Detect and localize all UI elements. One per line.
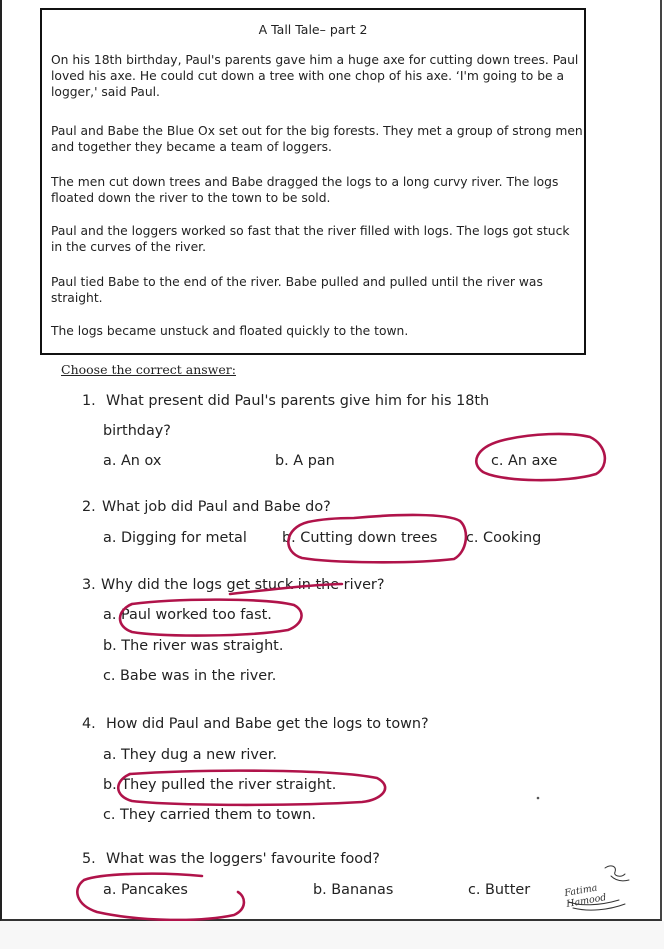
answer-option-b[interactable]: b. The river was straight. (103, 638, 284, 654)
question-number: 2. (82, 499, 96, 515)
answer-option-b[interactable]: b. They pulled the river straight. (103, 777, 337, 793)
story-box (40, 8, 586, 355)
story-paragraph-5: Paul tied Babe to the end of the river. Babe pulled and pulled until the river was straight. (51, 275, 543, 305)
question-number: 4. (82, 716, 96, 732)
question-text: Why did the logs get stuck in the river? (101, 577, 385, 593)
answer-option-c[interactable]: c. Babe was in the river. (103, 668, 277, 684)
page-bottom-margin (0, 921, 664, 949)
answer-option-b[interactable]: b. Bananas (313, 882, 394, 898)
question-number: 1. (82, 393, 96, 409)
answer-option-a[interactable]: a. An ox (103, 453, 162, 469)
question-number: 5. (82, 851, 96, 867)
answer-option-c[interactable]: c. They carried them to town. (103, 807, 316, 823)
instructions-heading: Choose the correct answer: (61, 362, 236, 377)
answer-option-a[interactable]: a. They dug a new river. (103, 747, 277, 763)
question-text: What present did Paul's parents give him for his 18th (106, 393, 490, 409)
answer-option-b[interactable]: b. A pan (275, 453, 335, 469)
story-paragraph-3: The men cut down trees and Babe dragged the logs to a long curvy river. The logs floated down the river to the town to be sold. (51, 175, 559, 205)
answer-option-a[interactable]: a. Paul worked too fast. (103, 607, 272, 623)
question-text: What was the loggers' favourite food? (106, 851, 380, 867)
answer-option-c[interactable]: c. An axe (491, 453, 558, 469)
question-number: 3. (82, 577, 96, 593)
answer-option-b[interactable]: b. Cutting down trees (282, 530, 438, 546)
answer-option-a[interactable]: a. Pancakes (103, 882, 188, 898)
signature-logo (559, 862, 639, 918)
answer-option-a[interactable]: a. Digging for metal (103, 530, 247, 546)
story-title: A Tall Tale– part 2 (258, 22, 368, 37)
story-paragraph-6: The logs became unstuck and floated quickly to the town. (51, 324, 409, 338)
story-paragraph-4: Paul and the loggers worked so fast that the river filled with logs. The logs got stuck in the curves of the river. (51, 224, 570, 254)
answer-option-c[interactable]: c. Butter (468, 882, 531, 898)
question-text: What job did Paul and Babe do? (102, 499, 331, 515)
ink-dot (537, 797, 540, 800)
signature-text: Fatima Hamood (563, 882, 608, 910)
story-paragraph-2: Paul and Babe the Blue Ox set out for the big forests. They met a group of strong men and together they became a team of loggers. (51, 124, 583, 154)
question-text: How did Paul and Babe get the logs to town? (106, 716, 429, 732)
story-paragraph-1: On his 18th birthday, Paul's parents gave him a huge axe for cutting down trees. Paul loved his axe. He could cut down a tree with one chop of his axe. ‘I'm going to be a logger,' said Paul. (51, 53, 579, 99)
answer-option-c[interactable]: c. Cooking (466, 530, 542, 546)
question-text-continued: birthday? (103, 423, 171, 439)
